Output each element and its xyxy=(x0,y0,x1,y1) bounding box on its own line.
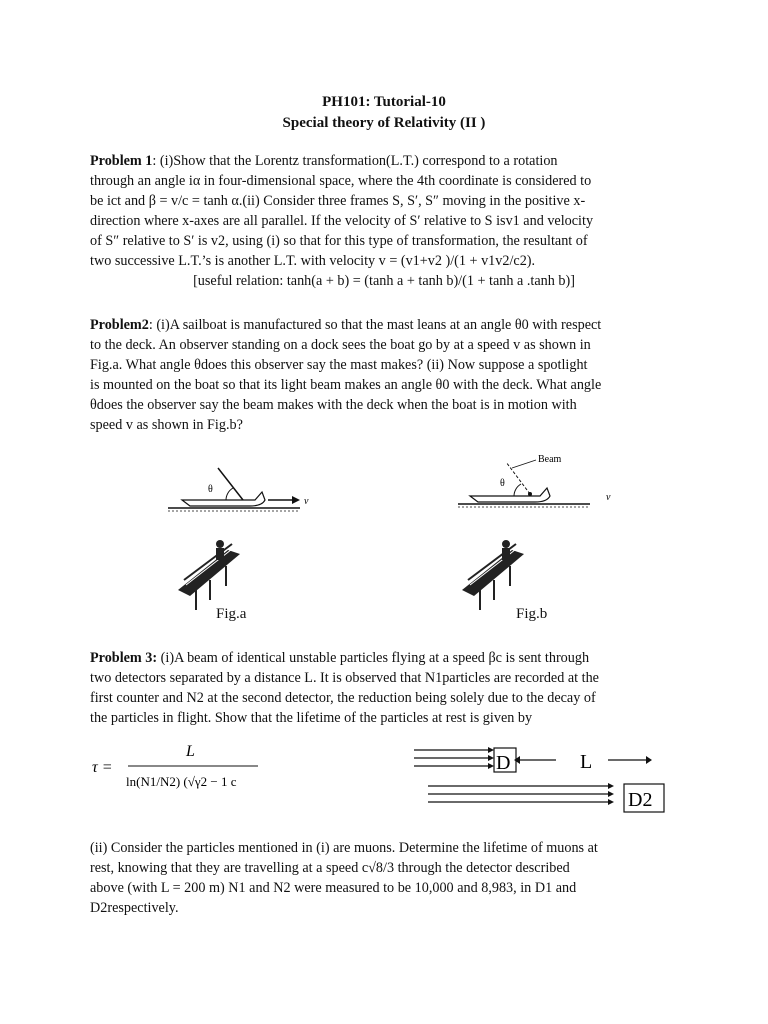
formula-numerator: L xyxy=(186,743,195,760)
problem-3-line: (i)A beam of identical unstable particles flying at a speed βc is sent through xyxy=(160,650,590,666)
problem-3-label: Problem 3: xyxy=(90,650,158,666)
problem-3-part-2 xyxy=(90,838,678,918)
problem-1-line: through an angle iα in four-dimensional space, where the 4th coordinate is considered to xyxy=(90,173,592,189)
theta-label: θ xyxy=(208,484,213,495)
problem-1 xyxy=(90,151,678,291)
beam-label: Beam xyxy=(538,454,562,465)
theta-label: θ xyxy=(500,478,505,489)
problem-3 xyxy=(90,648,678,728)
fig-b-boat xyxy=(458,454,611,507)
problem-1-line: : (i)Show that the Lorentz transformation(L.T.) correspond to a rotation xyxy=(152,153,558,169)
page-title: PH101: Tutorial-10 xyxy=(322,94,446,110)
problem-3-line: the particles in flight. Show that the lifetime of the particles at rest is given by xyxy=(90,710,533,726)
problem-3-line: two detectors separated by a distance L. It is observed that N1particles are recorded at the xyxy=(90,670,599,686)
problem-2-line: to the deck. An observer standing on a dock sees the boat go by at a speed v as shown in xyxy=(90,337,591,353)
fig-b-dock xyxy=(462,540,524,610)
problem-2-line: θdoes the observer say the beam makes with the deck when the boat is in motion with xyxy=(90,397,577,413)
problem-3-line: first counter and N2 at the second detector, the reduction being solely due to the decay of xyxy=(90,690,596,706)
problem-1-line: direction where x-axes are all parallel. If the velocity of S′ relative to S isv1 and velocity xyxy=(90,213,594,229)
page-subtitle: Special theory of Relativity (II ) xyxy=(282,115,486,131)
formula-lhs: τ = xyxy=(92,759,113,776)
detector-1-label: D xyxy=(496,752,511,774)
lifetime-formula xyxy=(80,736,300,806)
fig-a-boat xyxy=(168,468,309,511)
boat-figures xyxy=(0,440,768,640)
problem-1-line: be ict and β = v/c = tanh α.(ii) Consider three frames S, S′, S″ moving in the positive x- xyxy=(90,193,586,209)
detector-diagram xyxy=(408,742,688,822)
problem-1-label: Problem 1 xyxy=(90,153,153,169)
problem-2-line: speed v as shown in Fig.b? xyxy=(90,417,243,433)
problem-2 xyxy=(90,315,678,435)
mast xyxy=(218,468,243,500)
problem-3-part-2-line: rest, knowing that they are travelling at a speed c√8/3 through the detector described xyxy=(90,860,570,876)
problem-2-line: Fig.a. What angle θdoes this observer say the mast makes? (ii) Now suppose a spotlight xyxy=(90,357,588,373)
problem-3-part-2-line: (ii) Consider the particles mentioned in (i) are muons. Determine the lifetime of muons at xyxy=(90,840,598,856)
velocity-label: v xyxy=(606,492,611,503)
velocity-label: v xyxy=(304,496,309,507)
problem-1-line: two successive L.T.’s is another L.T. with velocity v = (v1+v2 )/(1 + v1v2/c2). xyxy=(90,253,536,269)
detector-2-label: D2 xyxy=(628,789,653,811)
light-beam xyxy=(506,462,530,494)
problem-3-part-2-line: above (with L = 200 m) N1 and N2 were measured to be 10,000 and 8,983, in D1 and xyxy=(90,880,577,896)
formula-denominator: ln(N1/N2) (√γ2 − 1 c xyxy=(126,774,237,789)
problem-3-part-2-line: D2respectively. xyxy=(90,900,179,916)
problem-2-label: Problem2 xyxy=(90,317,149,333)
fig-a-caption: Fig.a xyxy=(216,606,247,622)
distance-label: L xyxy=(580,751,593,773)
problem-2-line: : (i)A sailboat is manufactured so that the mast leans at an angle θ0 with respect xyxy=(148,317,602,333)
fig-a-dock xyxy=(178,540,240,610)
problem-1-useful-relation: [useful relation: tanh(a + b) = (tanh a + tanh b)/(1 + tanh a .tanh b)] xyxy=(193,273,575,289)
fig-b-caption: Fig.b xyxy=(516,606,548,622)
problem-1-line: of S″ relative to S′ is v2, using (i) so that for this type of transformation, the resultant of xyxy=(90,233,588,249)
problem-2-line: is mounted on the boat so that its light beam makes an angle θ0 with the deck. What angle xyxy=(90,377,602,393)
